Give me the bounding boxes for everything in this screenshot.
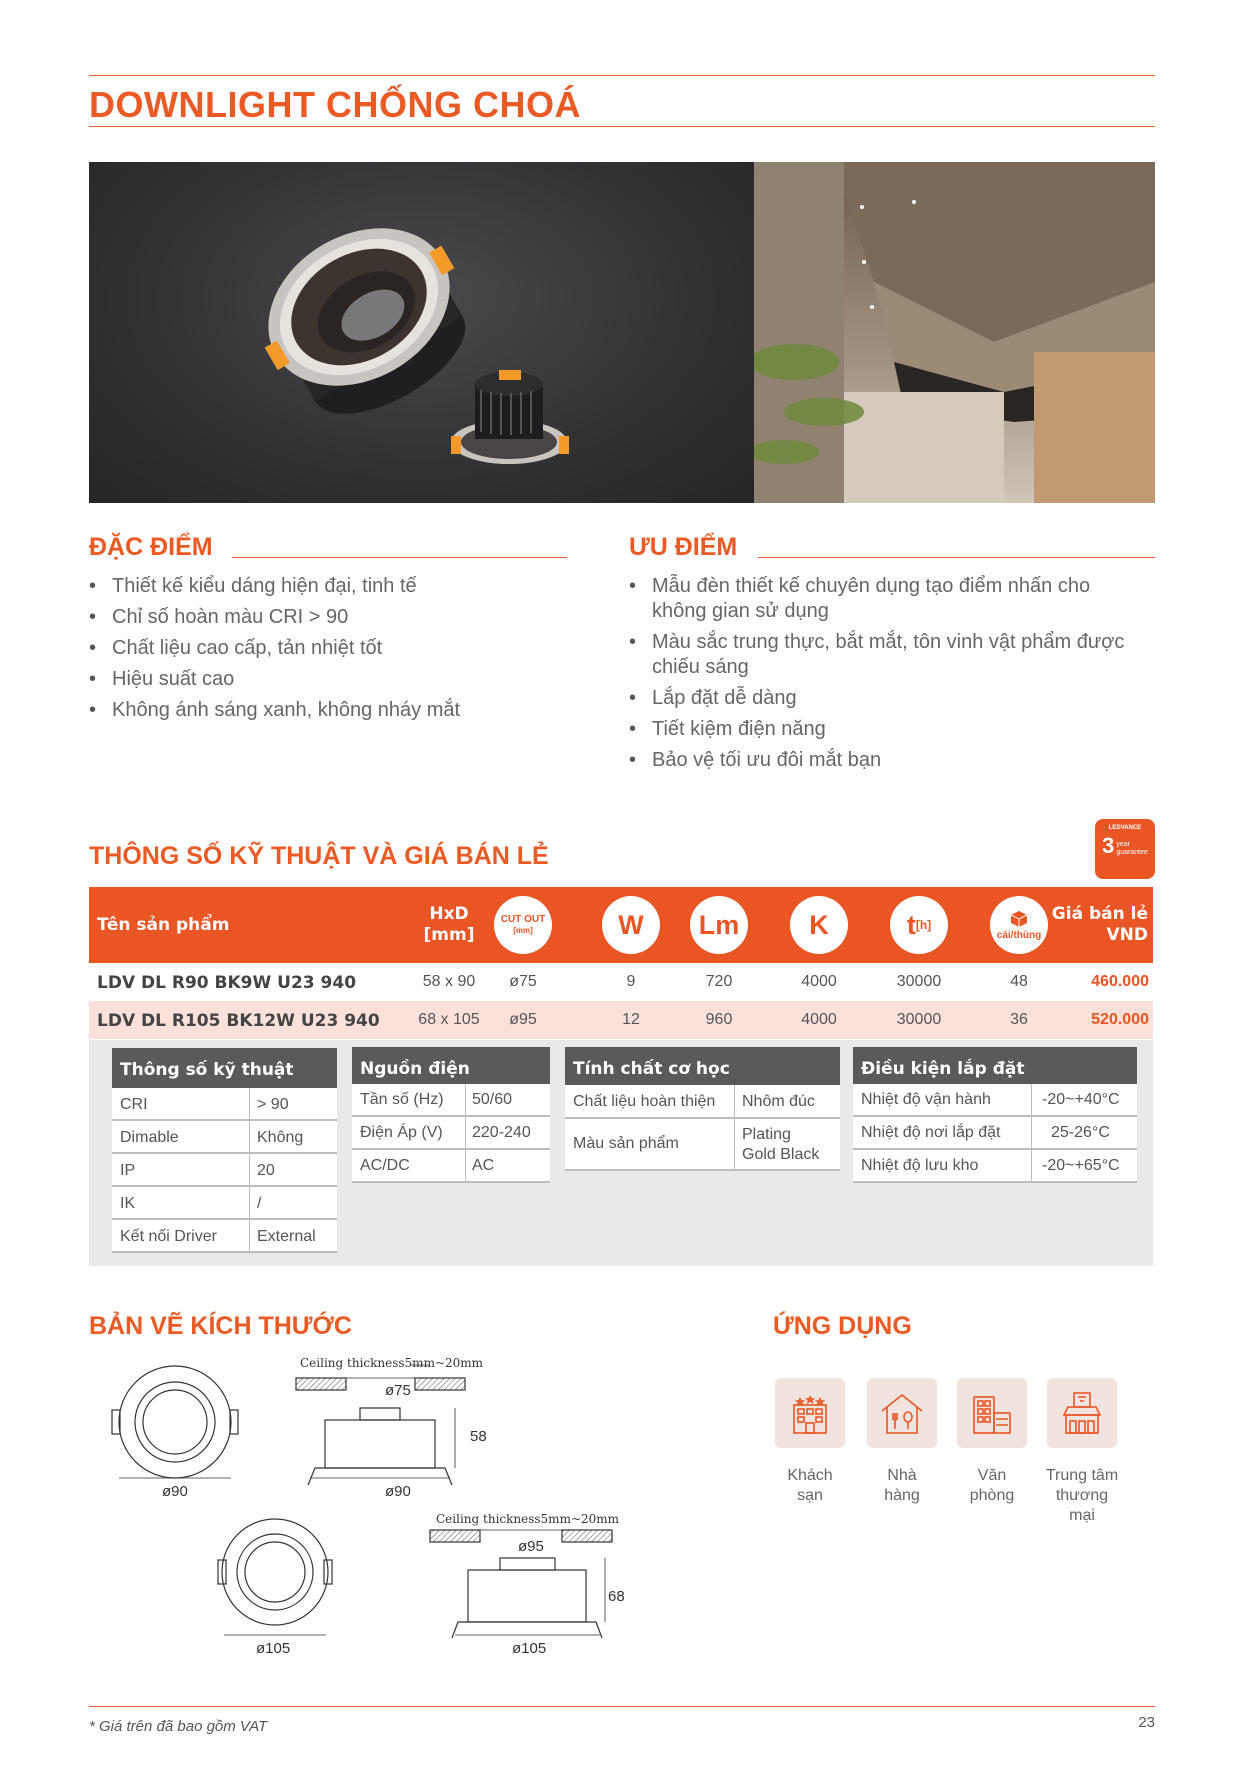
lumen-icon: Lm: [690, 896, 748, 954]
app-mall: [1047, 1378, 1117, 1448]
product-name: LDV DL R90 BK9W U23 940: [97, 973, 357, 993]
table-row: IK /: [112, 1187, 337, 1220]
dim-d1-side: ø90: [385, 1483, 411, 1500]
cell-watt: 9: [626, 973, 636, 990]
table-row: AC/DC AC: [352, 1150, 550, 1183]
table-row: Kết nối Driver External: [112, 1220, 337, 1253]
product-photo: [89, 162, 754, 503]
mechanical-title: Tính chất cơ học: [565, 1047, 840, 1085]
table-row: Màu sản phẩm Plating Gold Black: [565, 1119, 840, 1171]
cell-pack: 48: [1010, 973, 1028, 990]
hero-banner: [89, 162, 1155, 503]
watt-icon: W: [602, 896, 660, 954]
installation-title: Điều kiện lắp đặt: [853, 1047, 1137, 1084]
cell-cutout: ø95: [509, 1011, 537, 1028]
table-row: Điện Áp (V) 220-240: [352, 1117, 550, 1150]
dim-h-2: 68: [608, 1588, 625, 1605]
spec-heading: THÔNG SỐ KỸ THUẬT VÀ GIÁ BÁN LẺ: [89, 842, 549, 870]
guarantee-unit: year: [1116, 841, 1130, 848]
hotel-icon: [786, 1389, 834, 1437]
col-kelvin: [774, 887, 864, 963]
cell-hxd: 58 x 90: [422, 973, 476, 990]
footer-note: * Giá trên đã bao gồm VAT: [89, 1718, 268, 1735]
col-cutout: [473, 887, 573, 963]
advantages-list: [629, 574, 1149, 779]
list-item: • Thiết kế kiểu dáng hiện đại, tinh tế: [89, 574, 559, 599]
drawing-heading: BẢN VẼ KÍCH THƯỚC: [89, 1312, 352, 1340]
cell-life: 30000: [896, 973, 942, 990]
tech-specs-table: [112, 1048, 337, 1253]
box-icon: cái/thùng: [990, 896, 1048, 954]
list-item: • Mẫu đèn thiết kế chuyên dụng tạo điểm nhấn cho không gian sử dụng: [629, 574, 1149, 624]
applications-heading: ỨNG DỤNG: [773, 1312, 912, 1340]
cell-kelvin: 4000: [801, 973, 837, 990]
dim-cut-1: ø75: [385, 1382, 411, 1399]
cell-life: 30000: [896, 1011, 942, 1028]
mall-icon: [1058, 1389, 1106, 1437]
dimension-drawings: [100, 1356, 640, 1660]
top-rule: [89, 75, 1155, 76]
installation-table: [853, 1047, 1137, 1183]
guarantee-badge: [1095, 819, 1155, 879]
mechanical-table: [565, 1047, 840, 1171]
cell-kelvin: 4000: [801, 1011, 837, 1028]
office-icon: [968, 1389, 1016, 1437]
cell-watt: 12: [622, 1011, 640, 1028]
cell-price: 520.000: [1091, 1011, 1149, 1028]
list-item: • Màu sắc trung thực, bắt mắt, tôn vinh vật phẩm được chiếu sáng: [629, 630, 1149, 680]
app-restaurant: [867, 1378, 937, 1448]
cell-hxd: 68 x 105: [418, 1011, 480, 1028]
technical-drawing: [100, 1360, 640, 1660]
dim-d2-side: ø105: [512, 1640, 547, 1657]
features-rule: [232, 557, 567, 558]
app-label-mall: Trung tâm thương mại: [1045, 1467, 1119, 1524]
package-icon: [1010, 910, 1028, 928]
cell-pack: 36: [1010, 1011, 1028, 1028]
table-row: Nhiệt độ vận hành -20~+40°C: [853, 1084, 1137, 1117]
cell-lumen: 720: [705, 973, 733, 990]
guarantee-label: guarantee: [1116, 849, 1148, 856]
restaurant-icon: [878, 1389, 926, 1437]
col-lumen: [674, 887, 764, 963]
col-watt: [586, 887, 676, 963]
downlight-product-image: [89, 162, 754, 503]
product-name: LDV DL R105 BK12W U23 940: [97, 1011, 380, 1031]
page-title: DOWNLIGHT CHỐNG CHOÁ: [89, 84, 581, 125]
table-row: Chất liệu hoàn thiện Nhôm đúc: [565, 1085, 840, 1119]
list-item: • Bảo vệ tối ưu đôi mắt bạn: [629, 748, 1149, 773]
features-list: [89, 574, 559, 729]
page-number: 23: [1138, 1714, 1155, 1731]
app-office: [957, 1378, 1027, 1448]
guarantee-years: 3: [1102, 833, 1115, 858]
tech-specs-title: Thông số kỹ thuật: [112, 1048, 337, 1088]
app-label-hotel: Khách sạn: [787, 1467, 833, 1504]
app-hotel: [775, 1378, 845, 1448]
cell-lumen: 960: [705, 1011, 733, 1028]
cell-price: 460.000: [1091, 973, 1149, 990]
footer-rule: [89, 1706, 1155, 1707]
dim-cut-2: ø95: [518, 1538, 544, 1555]
list-item: • Lắp đặt dễ dàng: [629, 686, 1149, 711]
list-item: • Chất liệu cao cấp, tản nhiệt tốt: [89, 636, 559, 661]
power-title: Nguồn điện: [352, 1047, 550, 1084]
table-row: CRI > 90: [112, 1088, 337, 1121]
interior-photo: [754, 162, 1155, 503]
list-item: • Hiệu suất cao: [89, 667, 559, 692]
features-heading: ĐẶC ĐIỂM: [89, 533, 213, 561]
app-label-office: Văn phòng: [969, 1467, 1015, 1504]
power-table: [352, 1047, 550, 1183]
advantages-rule: [758, 557, 1155, 558]
advantages-heading: ƯU ĐIỂM: [629, 533, 738, 561]
table-row: [89, 963, 1153, 1001]
list-item: • Không ánh sáng xanh, không nháy mắt: [89, 698, 559, 723]
dim-d2-outer: ø105: [256, 1640, 291, 1657]
title-rule: [89, 126, 1155, 127]
dim-ceiling-1: Ceiling thickness5mm~20mm: [300, 1356, 484, 1370]
kelvin-icon: K: [790, 896, 848, 954]
dim-h-1: 58: [470, 1428, 487, 1445]
table-row: Nhiệt độ lưu kho -20~+65°C: [853, 1150, 1137, 1183]
dim-ceiling-2: Ceiling thickness5mm~20mm: [436, 1512, 620, 1526]
table-row: Nhiệt độ nơi lắp đặt 25-26°C: [853, 1117, 1137, 1150]
app-label-restaurant: Nhà hàng: [884, 1467, 920, 1504]
brand-logo-text: LEDVANCE: [1108, 825, 1142, 831]
col-price: Giá bán lẻ VND: [1051, 904, 1148, 945]
spec-table-header: [89, 887, 1153, 963]
dim-d1-outer: ø90: [162, 1483, 188, 1500]
col-name: Tên sản phẩm: [97, 914, 230, 935]
table-row: [89, 1001, 1153, 1039]
col-hxd: HxD [mm]: [423, 904, 475, 945]
col-lifetime: [869, 887, 969, 963]
list-item: • Chỉ số hoàn màu CRI > 90: [89, 605, 559, 630]
table-row: Tần số (Hz) 50/60: [352, 1084, 550, 1117]
cell-cutout: ø75: [509, 973, 537, 990]
interior-scene-image: [754, 162, 1155, 503]
table-row: IP 20: [112, 1154, 337, 1187]
lifetime-icon: t [h]: [890, 896, 948, 954]
list-item: • Tiết kiệm điện năng: [629, 717, 1149, 742]
cutout-icon: CUT OUT [mm]: [494, 896, 552, 954]
table-row: Dimable Không: [112, 1121, 337, 1154]
